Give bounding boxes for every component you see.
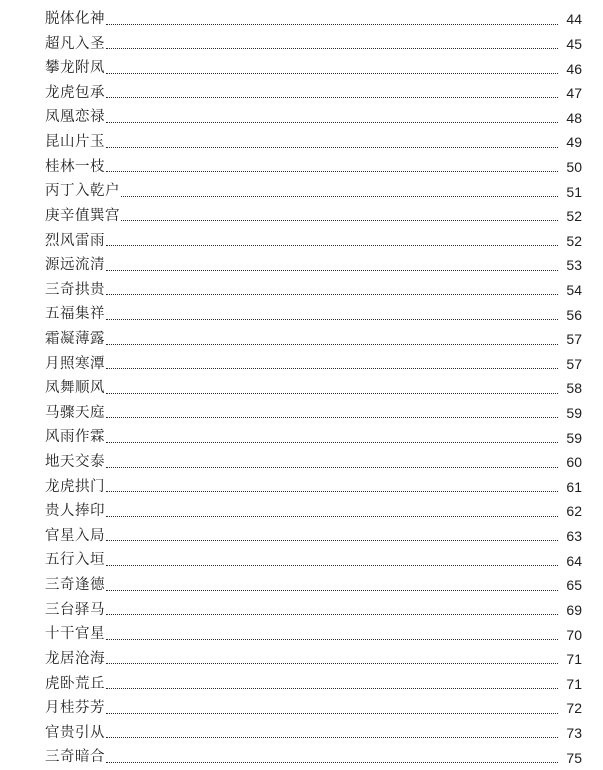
toc-entry[interactable] xyxy=(45,450,582,475)
toc-entry-title: 三奇暗合 xyxy=(45,749,105,766)
dot-leader xyxy=(106,47,558,49)
toc-entry-page: 61 xyxy=(566,478,582,495)
toc-entry-title: 桂林一枝 xyxy=(45,158,105,175)
toc-entry-page: 62 xyxy=(566,503,582,520)
toc-entry[interactable] xyxy=(45,696,582,721)
toc-entry-title: 脱体化神 xyxy=(45,11,105,28)
toc-entry-page: 69 xyxy=(566,601,582,618)
dot-leader xyxy=(106,96,558,98)
toc-entry-title: 贵人捧印 xyxy=(45,503,105,520)
dot-leader xyxy=(106,687,558,689)
toc-entry-title: 官星入局 xyxy=(45,527,105,544)
dot-leader xyxy=(106,392,558,394)
toc-entry-title: 马骤天庭 xyxy=(45,404,105,421)
toc-entry-page: 52 xyxy=(566,232,582,249)
dot-leader xyxy=(106,244,558,246)
toc-entry-page: 75 xyxy=(566,749,582,766)
toc-entry-page: 53 xyxy=(566,257,582,274)
toc-entry[interactable] xyxy=(45,56,582,81)
toc-entry[interactable] xyxy=(45,598,582,623)
toc-entry-page: 44 xyxy=(566,11,582,28)
toc-entry-title: 三奇逢德 xyxy=(45,577,105,594)
dot-leader xyxy=(106,638,558,640)
toc-entry[interactable] xyxy=(45,425,582,450)
toc-entry[interactable] xyxy=(45,499,582,524)
toc-entry[interactable] xyxy=(45,105,582,130)
dot-leader xyxy=(106,318,558,320)
dot-leader xyxy=(106,367,558,369)
toc-entry-page: 60 xyxy=(566,454,582,471)
dot-leader xyxy=(106,736,558,738)
dot-leader xyxy=(106,72,558,74)
dot-leader xyxy=(106,613,558,615)
toc-entry-page: 72 xyxy=(566,700,582,717)
toc-entry-title: 庚辛值巽宫 xyxy=(45,207,120,224)
dot-leader xyxy=(106,170,558,172)
toc-entry-title: 三台驿马 xyxy=(45,601,105,618)
toc-entry[interactable] xyxy=(45,81,582,106)
toc-entry-page: 65 xyxy=(566,577,582,594)
toc-entry-page: 59 xyxy=(566,429,582,446)
toc-entry-title: 攀龙附凤 xyxy=(45,60,105,77)
toc-entry[interactable] xyxy=(45,475,582,500)
toc-entry-title: 龙虎包承 xyxy=(45,84,105,101)
dot-leader xyxy=(106,466,558,468)
toc-entry[interactable] xyxy=(45,7,582,32)
toc-entry[interactable] xyxy=(45,253,582,278)
toc-entry[interactable] xyxy=(45,745,582,770)
toc-entry[interactable] xyxy=(45,573,582,598)
toc-entry-title: 超凡入圣 xyxy=(45,35,105,52)
dot-leader xyxy=(106,515,558,517)
toc-entry-title: 龙虎拱门 xyxy=(45,478,105,495)
dot-leader xyxy=(106,662,558,664)
toc-entry-page: 58 xyxy=(566,380,582,397)
toc-entry-page: 51 xyxy=(566,183,582,200)
dot-leader xyxy=(106,564,558,566)
toc-entry[interactable] xyxy=(45,278,582,303)
toc-entry-title: 虎卧荒丘 xyxy=(45,675,105,692)
toc-entry-page: 70 xyxy=(566,626,582,643)
toc-entry-title: 源远流清 xyxy=(45,257,105,274)
toc-entry[interactable] xyxy=(45,548,582,573)
dot-leader xyxy=(106,146,558,148)
toc-entry[interactable] xyxy=(45,228,582,253)
toc-entry-title: 烈风雷雨 xyxy=(45,232,105,249)
toc-entry-title: 霜凝薄露 xyxy=(45,330,105,347)
toc-entry-page: 45 xyxy=(566,35,582,52)
toc-entry-title: 三奇拱贵 xyxy=(45,281,105,298)
dot-leader xyxy=(106,121,558,123)
toc-entry-page: 47 xyxy=(566,85,582,102)
toc-entry[interactable] xyxy=(45,524,582,549)
toc-entry-title: 地天交泰 xyxy=(45,454,105,471)
toc-entry-page: 46 xyxy=(566,60,582,77)
toc-entry[interactable] xyxy=(45,671,582,696)
toc-entry-page: 63 xyxy=(566,528,582,545)
dot-leader xyxy=(106,490,558,492)
toc-entry[interactable] xyxy=(45,376,582,401)
toc-entry-page: 54 xyxy=(566,282,582,298)
toc-entry-title: 十干官星 xyxy=(45,626,105,643)
toc-entry-page: 57 xyxy=(566,331,582,348)
toc-entry-title: 五福集祥 xyxy=(45,306,105,323)
toc-entry[interactable] xyxy=(45,204,582,229)
dot-leader xyxy=(106,23,558,25)
toc-entry-title: 官贵引从 xyxy=(45,724,105,741)
dot-leader xyxy=(106,441,558,443)
toc-entry-title: 丙丁入乾户 xyxy=(45,183,120,200)
dot-leader xyxy=(106,343,558,345)
toc-entry-title: 五行入垣 xyxy=(45,552,105,569)
toc-entry-title: 龙居沧海 xyxy=(45,650,105,667)
dot-leader xyxy=(106,416,558,418)
toc-entry-page: 52 xyxy=(566,208,582,225)
toc-entry[interactable] xyxy=(45,179,582,204)
dot-leader xyxy=(106,269,558,271)
toc-entry-title: 昆山片玉 xyxy=(45,134,105,151)
dot-leader xyxy=(121,219,558,221)
toc-entry[interactable] xyxy=(45,401,582,426)
toc-entry-page: 56 xyxy=(566,306,582,323)
toc-entry-page: 71 xyxy=(566,675,582,692)
toc-entry-title: 凤凰恋禄 xyxy=(45,109,105,126)
toc-entry-page: 50 xyxy=(566,158,582,175)
table-of-contents xyxy=(45,7,582,770)
dot-leader xyxy=(106,712,558,714)
dot-leader xyxy=(106,589,558,591)
toc-entry[interactable] xyxy=(45,32,582,57)
dot-leader xyxy=(121,195,558,197)
toc-entry-title: 凤舞顺风 xyxy=(45,380,105,397)
toc-entry-page: 48 xyxy=(566,109,582,126)
toc-entry-page: 64 xyxy=(566,552,582,569)
toc-entry[interactable] xyxy=(45,647,582,672)
toc-entry[interactable] xyxy=(45,130,582,155)
toc-entry-title: 月桂芬芳 xyxy=(45,700,105,717)
toc-entry[interactable] xyxy=(45,721,582,746)
dot-leader xyxy=(106,539,558,541)
toc-entry[interactable] xyxy=(45,352,582,377)
dot-leader xyxy=(106,293,558,295)
toc-entry-page: 49 xyxy=(566,134,582,151)
toc-entry-title: 风雨作霖 xyxy=(45,429,105,446)
toc-entry-title: 月照寒潭 xyxy=(45,355,105,372)
toc-entry[interactable] xyxy=(45,155,582,180)
toc-entry-page: 73 xyxy=(566,724,582,741)
toc-entry-page: 71 xyxy=(566,651,582,668)
dot-leader xyxy=(106,761,558,763)
toc-entry[interactable] xyxy=(45,302,582,327)
toc-entry[interactable] xyxy=(45,622,582,647)
toc-entry[interactable] xyxy=(45,327,582,352)
toc-entry-page: 57 xyxy=(566,355,582,372)
toc-entry-page: 59 xyxy=(566,405,582,422)
